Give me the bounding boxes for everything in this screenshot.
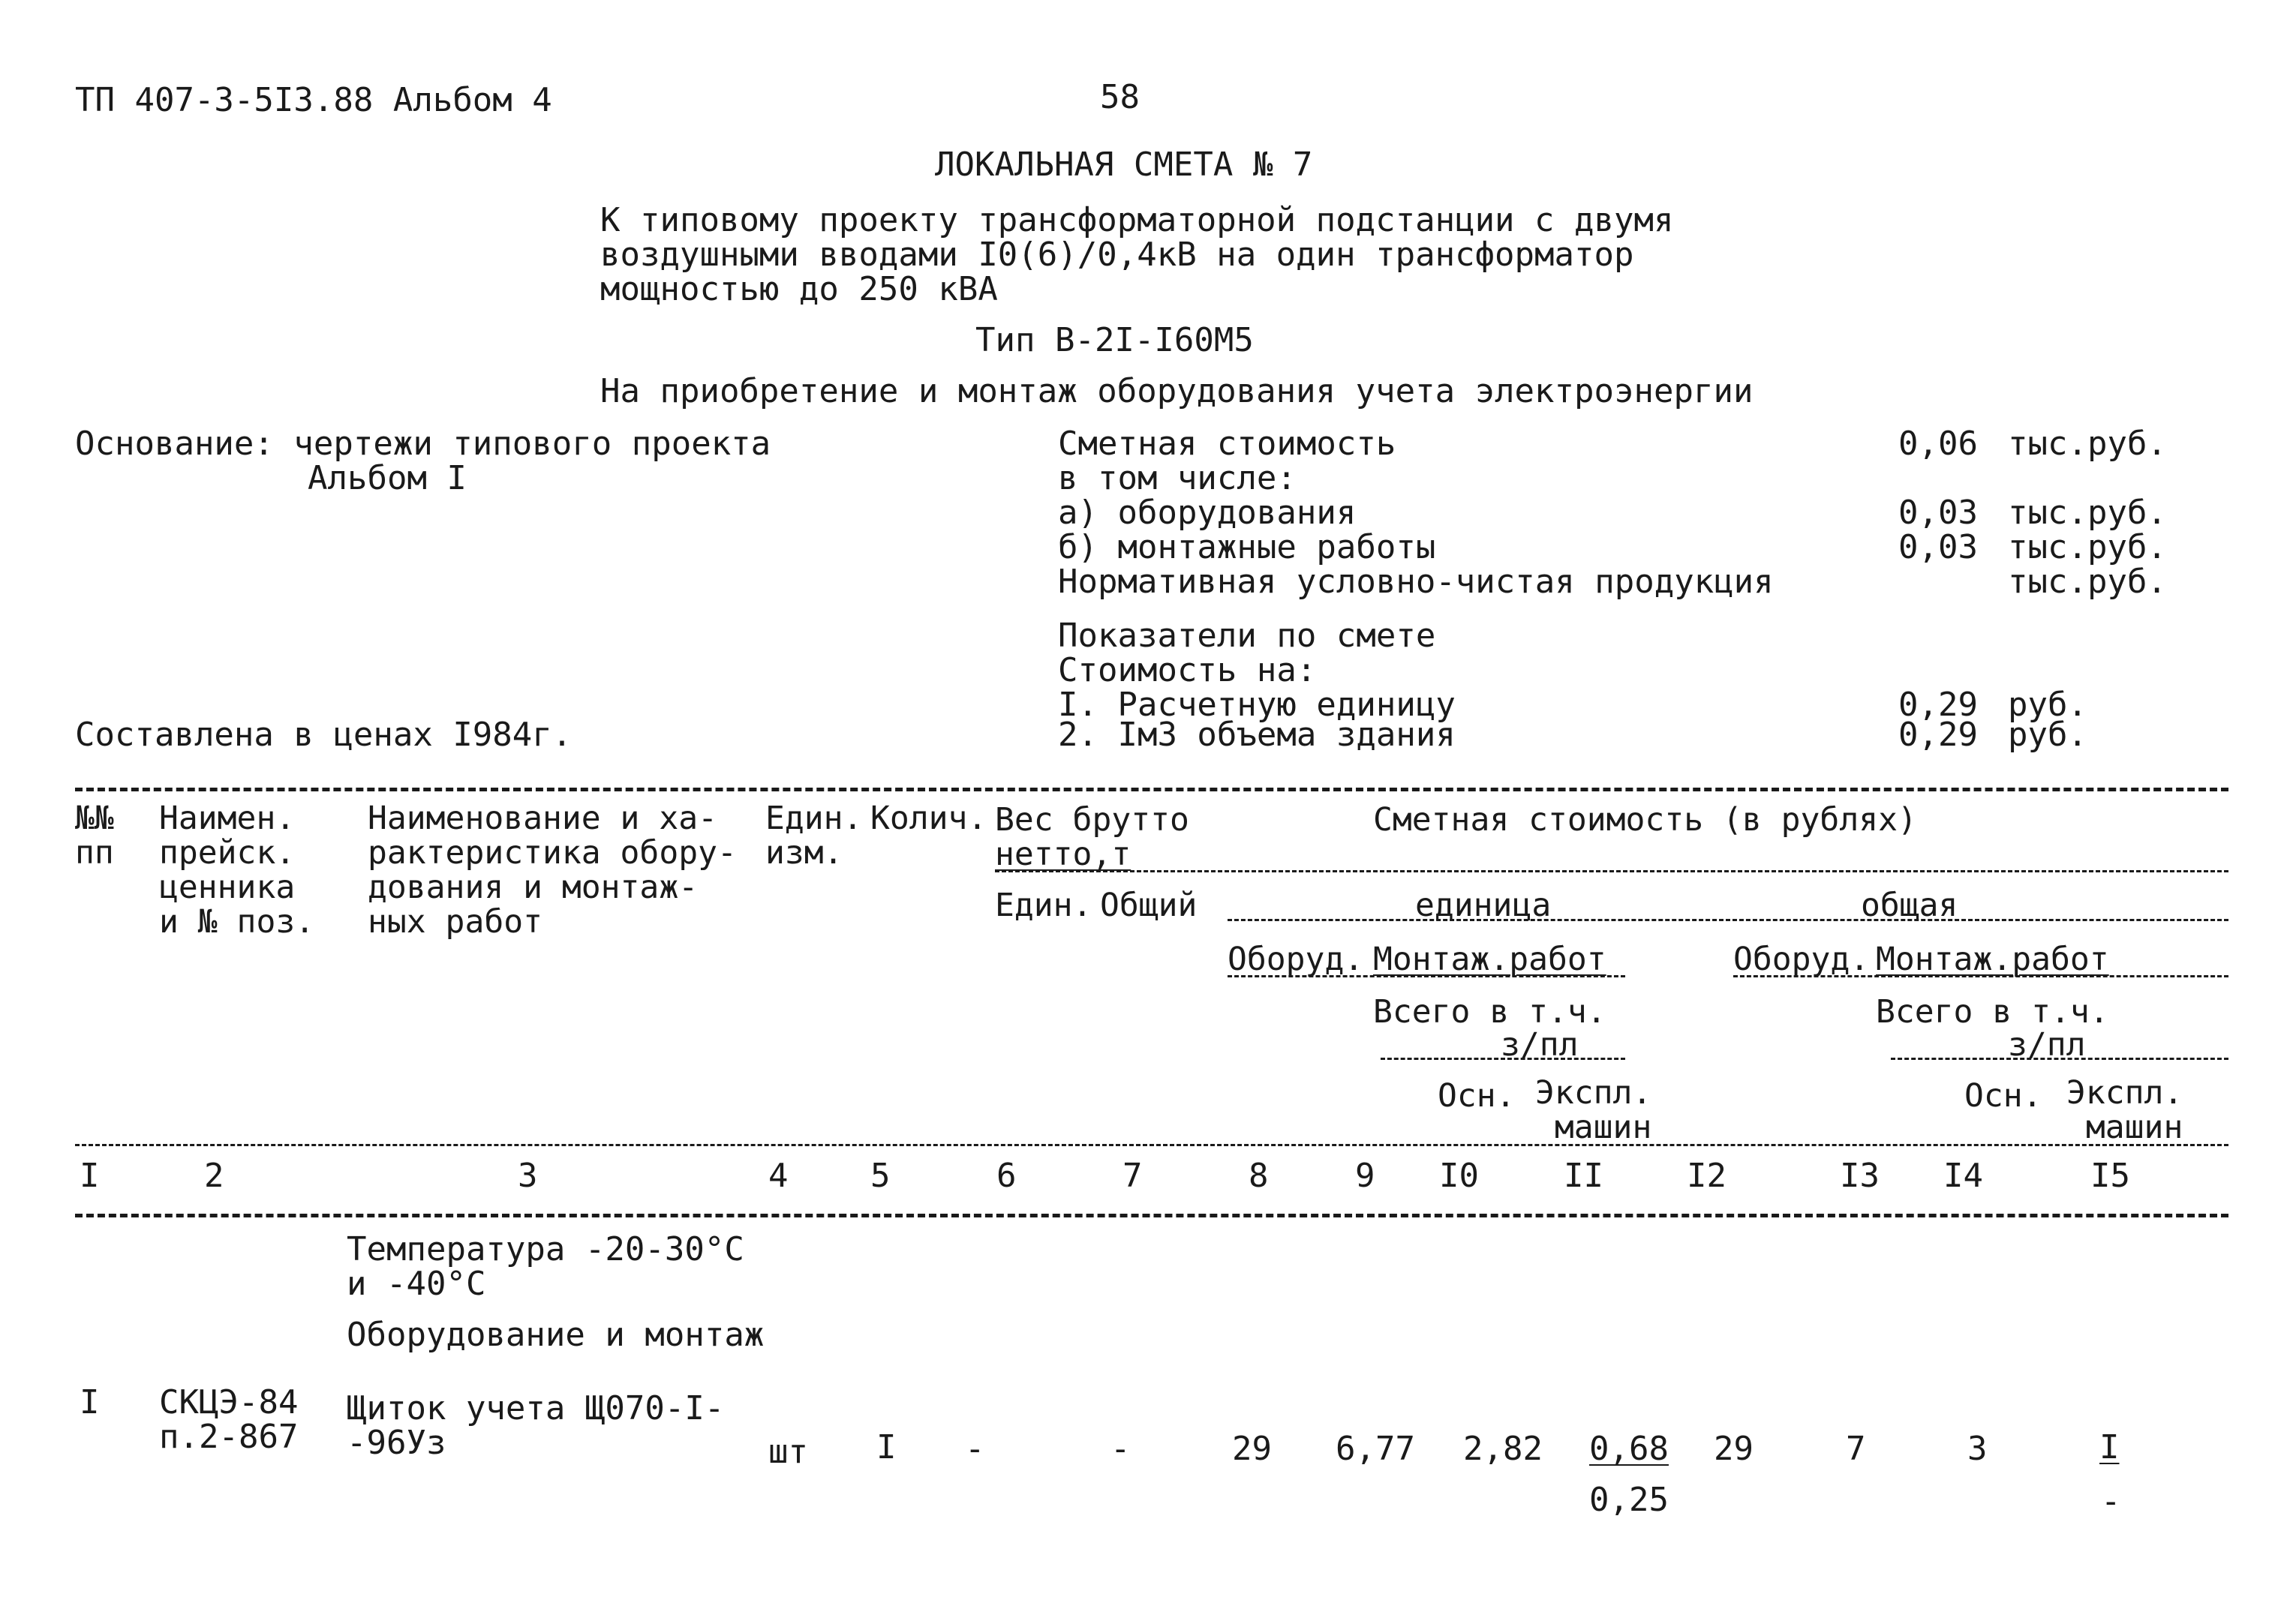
installation-cost-value: 0,03 xyxy=(1898,528,1978,566)
header-total-wages: з/пл xyxy=(2008,1026,2086,1064)
per-m3-rub: руб. xyxy=(2008,716,2087,754)
indicators-label: Показатели по смете xyxy=(1058,617,1436,655)
basis-line-2: Альбом I xyxy=(308,459,467,497)
header-total-basic: Осн. xyxy=(1964,1077,2042,1115)
column-numbers-rule xyxy=(75,1214,2228,1217)
header-unit-machines: Экспл. машин xyxy=(1535,1074,1652,1146)
installation-cost-unit: тыс.руб. xyxy=(2008,528,2167,566)
equipment-cost-unit: тыс.руб. xyxy=(2008,494,2167,532)
normative-unit: тыс.руб. xyxy=(2008,563,2167,601)
header-col-name: Наименование и ха- рактеристика обору- дования и монтаж- ных работ xyxy=(368,800,737,941)
row-unit-basic-wages: 2,82 xyxy=(1463,1430,1543,1468)
per-unit-value: 0,29 xyxy=(1898,686,1978,724)
per-m3-label: 2. Iм3 объема здания xyxy=(1058,716,1456,754)
header-unit-install: Монтаж.работ xyxy=(1373,941,1606,978)
per-unit-label: I. Расчетную единицу xyxy=(1058,686,1456,724)
header-col-price-ref: Наимен. прейск. ценника и № поз. xyxy=(159,800,315,941)
column-number: 4 xyxy=(768,1157,789,1195)
installation-cost-label: б) монтажные работы xyxy=(1058,528,1436,566)
column-number: II xyxy=(1564,1157,1603,1195)
weight-net-rule xyxy=(995,870,2228,872)
header-weight-total: Общий xyxy=(1100,887,1198,924)
project-line-3: мощностью до 250 кВА xyxy=(600,270,998,308)
section-title: Оборудование и монтаж xyxy=(347,1316,765,1354)
row-unit-equip: 29 xyxy=(1232,1430,1272,1468)
header-weight-net: нетто,т xyxy=(995,836,1131,873)
estimated-cost-value: 0,06 xyxy=(1898,425,1978,463)
equipment-cost-value: 0,03 xyxy=(1898,494,1978,532)
header-total-machines: Экспл. машин xyxy=(2066,1074,2183,1146)
cost-subgroup-rule xyxy=(1228,919,2228,921)
column-number: 6 xyxy=(996,1157,1017,1195)
column-number: 9 xyxy=(1355,1157,1375,1195)
row-price-ref-1: СКЦЭ-84 xyxy=(159,1383,299,1421)
header-unit-group: единица xyxy=(1415,887,1552,924)
substation-type: Тип В-2I-I60М5 xyxy=(975,321,1254,359)
row-total-machines: I xyxy=(2099,1428,2120,1466)
row-number: I xyxy=(80,1383,100,1421)
column-number: I xyxy=(80,1157,100,1195)
basis-line-1: Основание: чертежи типового проекта xyxy=(75,425,771,463)
header-total-group: общая xyxy=(1861,887,1958,924)
header-weight: Вес брутто xyxy=(995,801,1189,839)
per-unit-rub: руб. xyxy=(2008,686,2087,724)
row-weight-total: - xyxy=(1110,1430,1131,1468)
column-number: I4 xyxy=(1943,1157,1983,1195)
table-top-rule xyxy=(75,788,2228,791)
header-col-unit: Един. изм. xyxy=(765,800,863,872)
row-unit-install-total: 6,77 xyxy=(1336,1430,1415,1468)
column-number: 7 xyxy=(1122,1157,1143,1195)
project-line-2: воздушными вводами I0(6)/0,4кВ на один трансформатор xyxy=(600,236,1634,274)
row-price-ref-2: п.2-867 xyxy=(159,1418,299,1456)
estimate-purpose: На приобретение и монтаж оборудования учета электроэнергии xyxy=(600,372,1754,410)
header-cost-group: Сметная стоимость (в рублях) xyxy=(1373,801,1917,839)
header-bottom-rule xyxy=(75,1144,2228,1146)
temperature-note-2: и -40°С xyxy=(347,1265,486,1303)
row-total-machines-wages: - xyxy=(2101,1482,2121,1520)
header-unit-total-incl: Всего в т.ч. xyxy=(1373,993,1606,1031)
temperature-note: Температура -20-30°С xyxy=(347,1230,744,1268)
column-number: I3 xyxy=(1840,1157,1880,1195)
header-unit-wages: з/пл xyxy=(1501,1026,1579,1064)
page-number: 58 xyxy=(1100,78,1140,116)
row-name-1: Щиток учета Щ070-I- xyxy=(347,1389,725,1427)
estimate-title: ЛОКАЛЬНАЯ СМЕТА № 7 xyxy=(935,146,1313,184)
project-line-1: К типовому проекту трансформаторной подстанции с двумя xyxy=(600,201,1674,239)
per-m3-value: 0,29 xyxy=(1898,716,1978,754)
price-level: Составлена в ценах I984г. xyxy=(75,716,572,754)
column-number: 3 xyxy=(518,1157,538,1195)
header-unit-equip: Оборуд. xyxy=(1228,941,1364,978)
row-total-equip: 29 xyxy=(1714,1430,1754,1468)
row-qty: I xyxy=(876,1428,897,1466)
row-total-basic-wages: 3 xyxy=(1967,1430,1988,1468)
header-col-qty: Колич. xyxy=(870,800,987,837)
row-name-2: -96Уз xyxy=(347,1424,446,1462)
cost-on-label: Стоимость на: xyxy=(1058,651,1317,689)
header-total-equip: Оборуд. xyxy=(1733,941,1870,978)
estimated-cost-unit: тыс.руб. xyxy=(2008,425,2167,463)
column-number: 8 xyxy=(1249,1157,1269,1195)
column-number: I5 xyxy=(2090,1157,2130,1195)
header-weight-unit: Един. xyxy=(995,887,1092,924)
normative-label: Нормативная условно-чистая продукция xyxy=(1058,563,1774,601)
column-number: 5 xyxy=(870,1157,891,1195)
row-unit: шт xyxy=(768,1433,808,1471)
header-col-number: №№ пп xyxy=(75,800,114,872)
header-total-install: Монтаж.работ xyxy=(1876,941,2109,978)
column-number: I0 xyxy=(1439,1157,1479,1195)
header-unit-basic: Осн. xyxy=(1438,1077,1516,1115)
header-total-total-incl: Всего в т.ч. xyxy=(1876,993,2109,1031)
column-number: 2 xyxy=(204,1157,224,1195)
row-unit-machines: 0,68 xyxy=(1589,1430,1669,1468)
document-code: ТП 407-3-5I3.88 Альбом 4 xyxy=(75,81,552,119)
row-unit-machines-wages: 0,25 xyxy=(1589,1481,1669,1519)
including-label: в том числе: xyxy=(1058,459,1297,497)
column-number: I2 xyxy=(1687,1157,1727,1195)
row-total-install: 7 xyxy=(1846,1430,1866,1468)
equipment-cost-label: а) оборудования xyxy=(1058,494,1357,532)
row-weight-unit: - xyxy=(965,1430,985,1468)
estimated-cost-label: Сметная стоимость xyxy=(1058,425,1396,463)
